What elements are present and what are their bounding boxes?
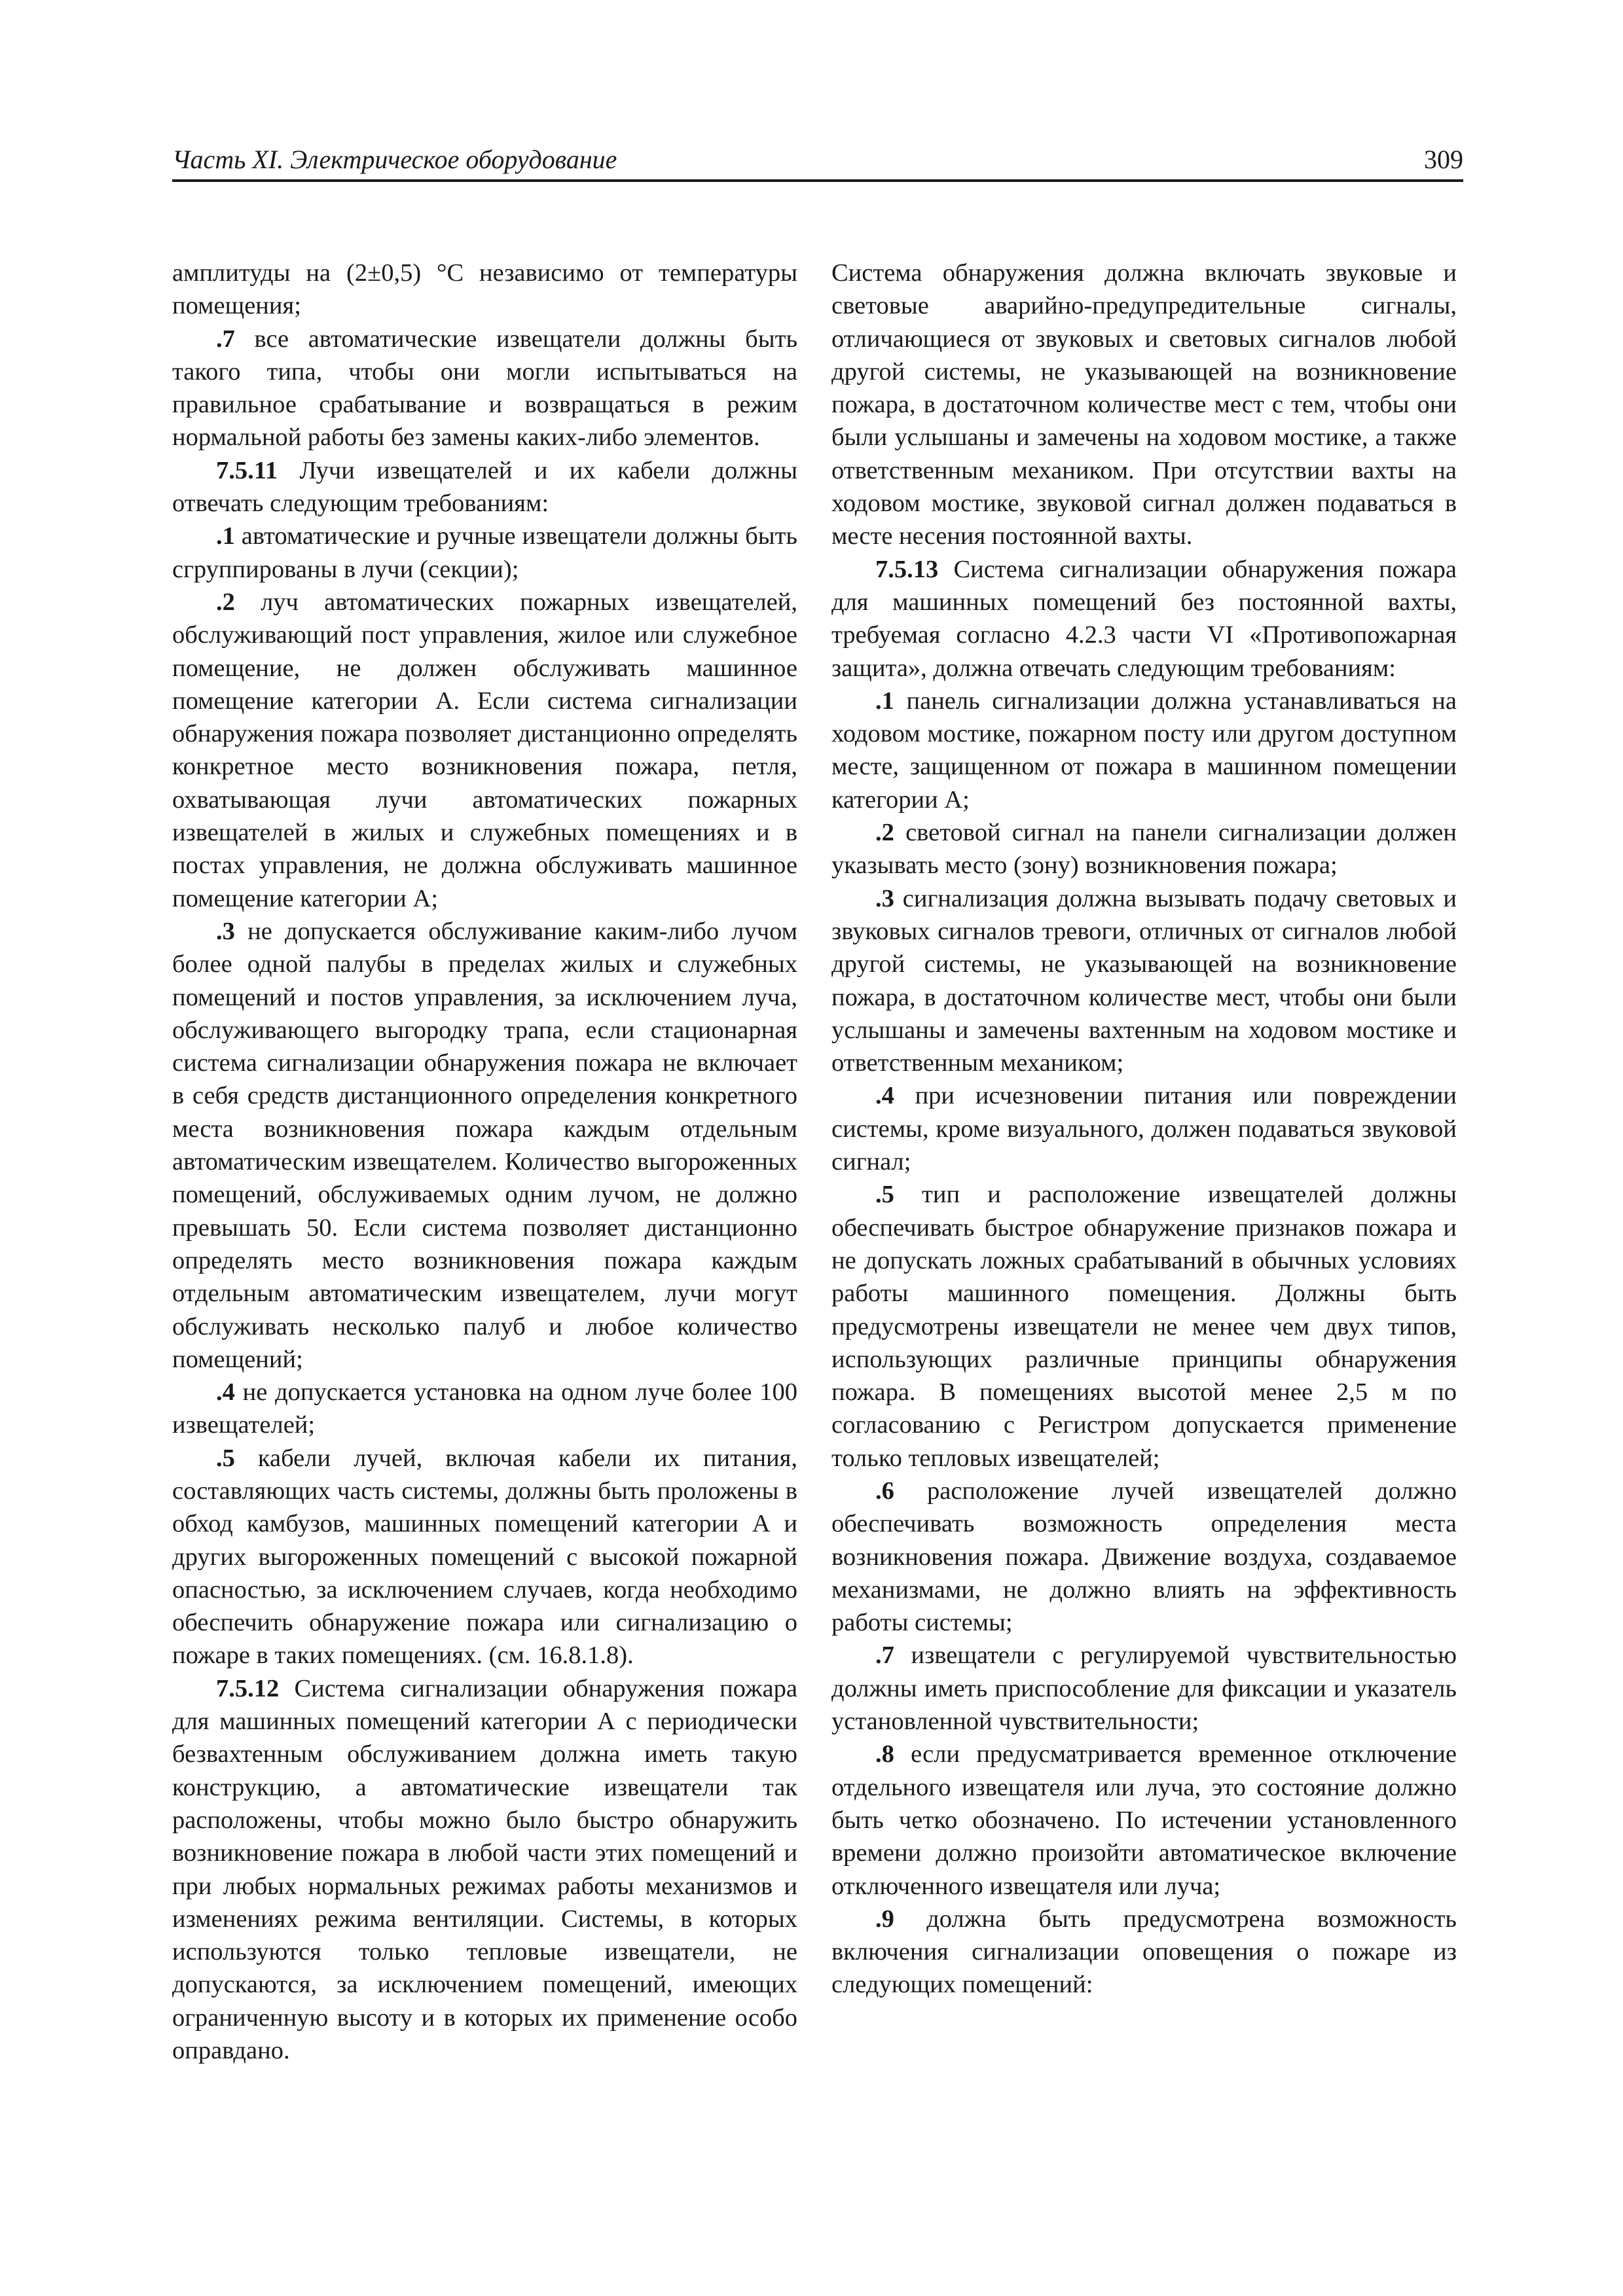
paragraph-label: .5: [875, 1181, 894, 1209]
paragraph-text: извещатели с регулируемой чувствительностью должны иметь приспособление для фиксации и указатель установленной чувствительности;: [831, 1641, 1457, 1736]
paragraph-label: .8: [875, 1740, 894, 1768]
paragraph-label: .3: [875, 884, 894, 912]
paragraph-label: .7: [216, 325, 235, 353]
paragraph-text: если предусматривается временное отключение отдельного извещателя или луча, это состояние должно быть четко обозначено. По истечении установленного времени должно произойти автоматическое включение отключенного извещателя или луча;: [831, 1740, 1457, 1900]
left-column: [172, 257, 797, 2067]
paragraph-label: .1: [216, 522, 235, 550]
paragraph-label: .4: [875, 1082, 894, 1110]
paragraph-label: .6: [875, 1477, 894, 1505]
paragraph-text: луч автоматических пожарных извещателей, обслуживающий пост управления, жилое или служебное помещение, не должен обслуживать машинное помещение категории А. Если система сигнализации обнаружения пожара позволяет дистанционно определять конкретное место возникновения пожара, петля, охватывающая лучи автоматических пожарных извещателей в жилых и служебных помещениях и в постах управления, не должна обслуживать машинное помещение категории А;: [172, 588, 797, 912]
paragraph: [831, 553, 1457, 685]
paragraph-text: должна быть предусмотрена возможность включения сигнализации оповещения о пожаре из следующих помещений:: [831, 1905, 1457, 1999]
paragraph-label: .2: [875, 819, 894, 847]
paragraph: [172, 1376, 797, 1442]
paragraph-text: амплитуды на (2±0,5) °С независимо от температуры помещения;: [172, 259, 797, 320]
paragraph: [831, 882, 1457, 1080]
paragraph-text: панель сигнализации должна устанавливаться на ходовом мостике, пожарном посту или другом доступном месте, защищенном от пожара в машинном помещении категории А;: [831, 687, 1457, 814]
paragraph: [831, 1178, 1457, 1475]
paragraph: [172, 257, 797, 323]
right-column: [831, 257, 1457, 2001]
paragraph-text: при исчезновении питания или повреждении системы, кроме визуального, должен подаваться звуковой сигнал;: [831, 1082, 1457, 1176]
paragraph-label: .2: [216, 588, 235, 616]
paragraph: [831, 816, 1457, 882]
paragraph: [172, 323, 797, 454]
paragraph: [172, 520, 797, 586]
running-header-title: Часть XI. Электрическое оборудование: [172, 145, 617, 174]
paragraph: [172, 454, 797, 520]
paragraph: [831, 685, 1457, 816]
paragraph: [831, 257, 1457, 553]
paragraph: [831, 1738, 1457, 1902]
paragraph-text: Система сигнализации обнаружения пожара для машинных помещений без постоянной вахты, требуемая согласно 4.2.3 части VI «Противопожарная защита», должна отвечать следующим требованиям:: [831, 555, 1457, 682]
paragraph-label: 7.5.11: [216, 456, 278, 484]
paragraph-text: не допускается установка на одном луче более 100 извещателей;: [172, 1378, 797, 1439]
running-header: [172, 143, 1463, 182]
paragraph: [831, 1639, 1457, 1738]
paragraph-label: .7: [875, 1641, 894, 1670]
paragraph-text: тип и расположение извещателей должны обеспечивать быстрое обнаружение признаков пожара и не допускать ложных срабатываний в обычных условиях работы машинного помещения. Должны быть предусмотрены извещатели не менее чем двух типов, использующих различные принципы обнаружения пожара. В помещениях высотой менее 2,5 м по согласованию с Регистром допускается применение только тепловых извещателей;: [831, 1181, 1457, 1472]
paragraph-label: 7.5.12: [216, 1674, 280, 1702]
paragraph-label: 7.5.13: [875, 555, 939, 583]
paragraph-label: .9: [875, 1905, 894, 1933]
paragraph-text: расположение лучей извещателей должно обеспечивать возможность определения места возникновения пожара. Движение воздуха, создаваемое механизмами, не должно влиять на эффективность работы системы;: [831, 1477, 1457, 1637]
page-number: 309: [1424, 145, 1463, 174]
paragraph: [831, 1475, 1457, 1639]
paragraph-text: Система сигнализации обнаружения пожара для машинных помещений категории А с периодически безвахтенным обслуживанием должна иметь такую конструкцию, а автоматические извещатели так расположены, чтобы можно было быстро обнаружить возникновение пожара в любой части этих помещений и при любых нормальных режимах работы механизмов и изменениях режима вентиляции. Системы, в которых используются только тепловые извещатели, не допускаются, за исключением помещений, имеющих ограниченную высоту и в которых их применение особо оправдано.: [172, 1674, 797, 2065]
paragraph-text: автоматические и ручные извещатели должны быть сгруппированы в лучи (секции);: [172, 522, 797, 583]
paragraph-text: Лучи извещателей и их кабели должны отвечать следующим требованиям:: [172, 456, 797, 518]
paragraph-text: все автоматические извещатели должны быть такого типа, чтобы они могли испытываться на правильное срабатывание и возвращаться в режим нормальной работы без замены каких-либо элементов.: [172, 325, 797, 452]
paragraph-text: не допускается обслуживание каким-либо лучом более одной палубы в пределах жилых и служебных помещений и постов управления, за исключением луча, обслуживающего выгородку трапа, если стационарная система сигнализации обнаружения пожара не включает в себя средств дистанционного определения конкретного места возникновения пожара каждым отдельным автоматическим извещателем. Количество выгороженных помещений, обслуживаемых одним лучом, не должно превышать 50. Если система позволяет дистанционно определять место возникновения пожара каждым отдельным автоматическим извещателем, лучи могут обслуживать несколько палуб и любое количество помещений;: [172, 917, 797, 1373]
paragraph-label: .4: [216, 1378, 235, 1407]
paragraph-text: кабели лучей, включая кабели их питания, составляющих часть системы, должны быть проложены в обход камбузов, машинных помещений категории А и других выгороженных помещений с высокой пожарной опасностью, за исключением случаев, когда необходимо обеспечить обнаружение пожара или сигнализацию о пожаре в таких помещениях. (см. 16.8.1.8).: [172, 1444, 797, 1670]
paragraph-label: .3: [216, 917, 235, 945]
paragraph-text: сигнализация должна вызывать подачу световых и звуковых сигналов тревоги, отличных от сигналов любой другой системы, не указывающей на возникновение пожара, в достаточном количестве мест, чтобы они были услышаны и замечены вахтенным на ходовом мостике и ответственным механиком;: [831, 884, 1457, 1077]
paragraph: [831, 1903, 1457, 2001]
paragraph-label: .1: [875, 687, 894, 715]
paragraph-text: Система обнаружения должна включать звуковые и световые аварийно-предупредительные сигналы, отличающиеся от звуковых и световых сигналов любой другой системы, не указывающей на возникновение пожара, в достаточном количестве мест с тем, чтобы они были услышаны и замечены на ходовом мостике, а также ответственным механиком. При отсутствии вахты на ходовом мостике, звуковой сигнал должен подаваться в месте несения постоянной вахты.: [831, 259, 1457, 550]
paragraph: [172, 586, 797, 915]
paragraph: [172, 1442, 797, 1672]
paragraph: [831, 1079, 1457, 1178]
paragraph: [172, 915, 797, 1376]
paragraph: [172, 1672, 797, 2068]
paragraph-label: .5: [216, 1444, 235, 1472]
paragraph-text: световой сигнал на панели сигнализации должен указывать место (зону) возникновения пожара;: [831, 819, 1457, 880]
